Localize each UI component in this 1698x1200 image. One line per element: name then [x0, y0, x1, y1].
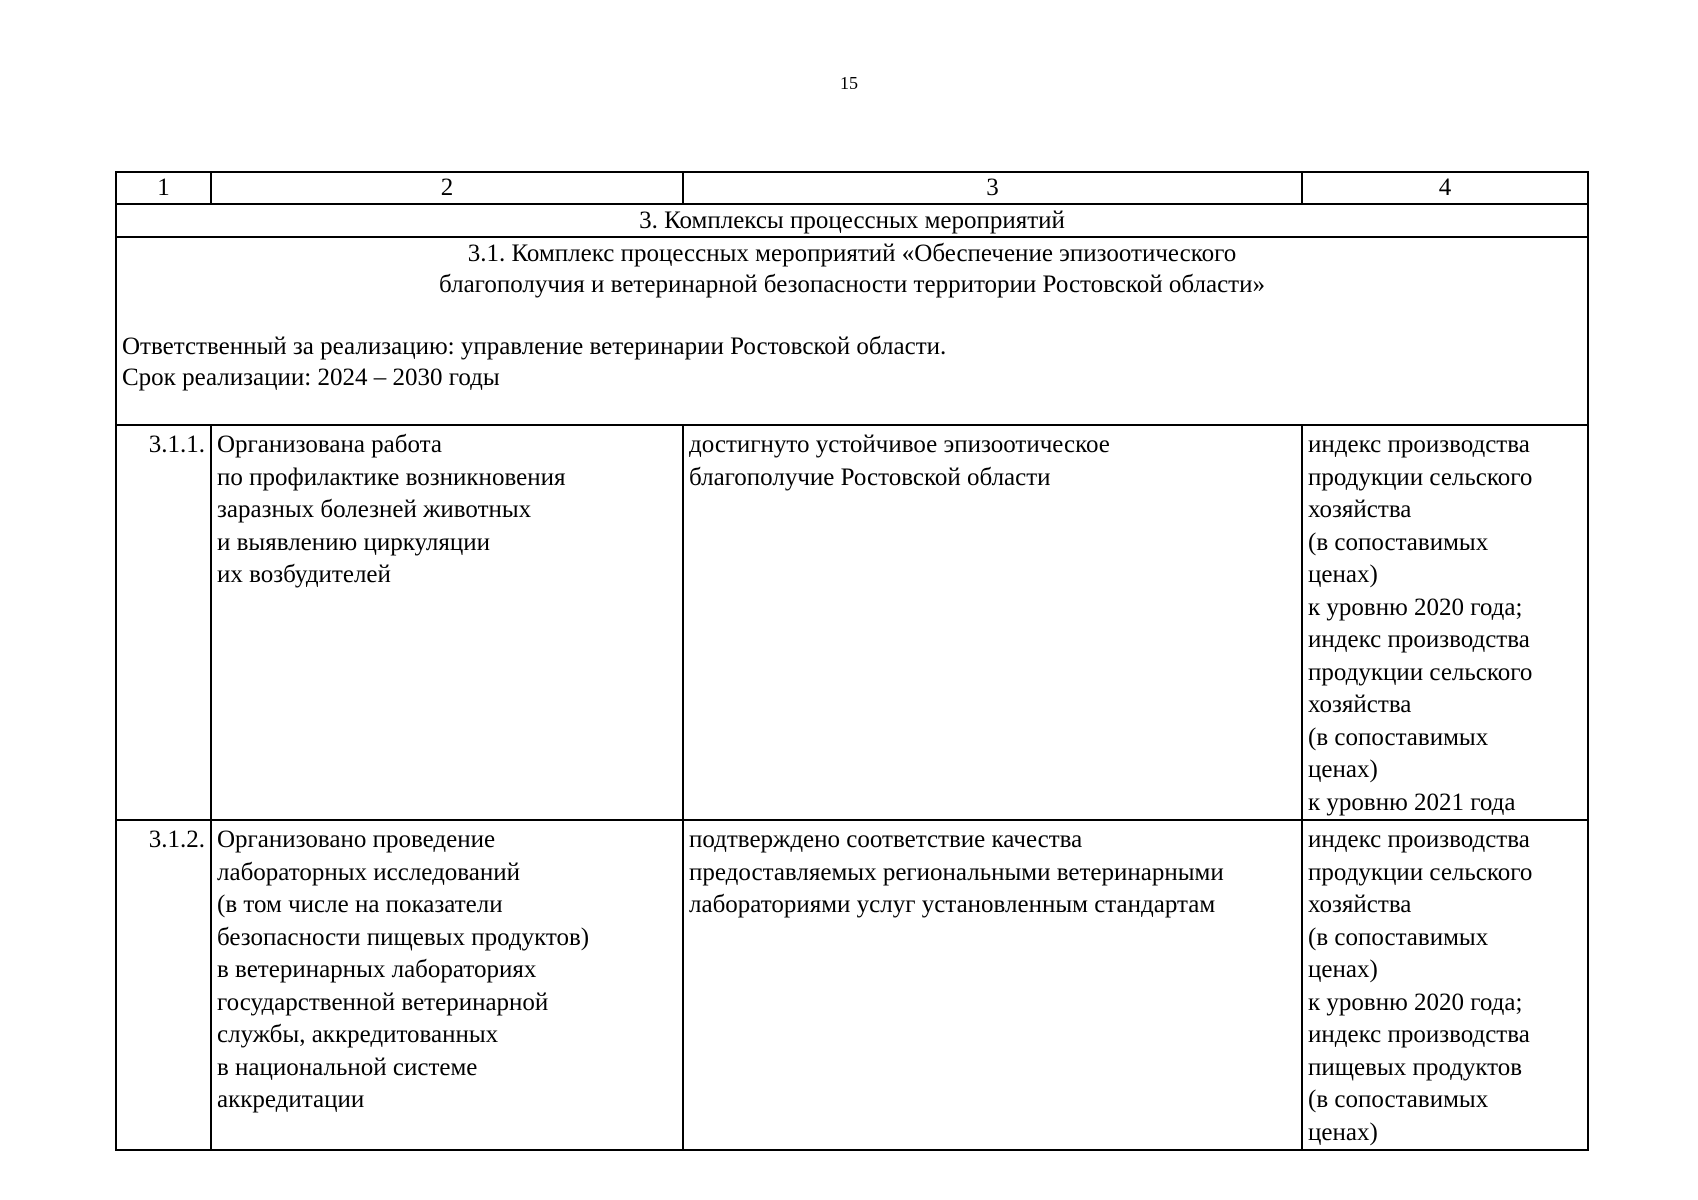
task-cell [211, 820, 683, 1150]
result-line: достигнуто устойчивое эпизоотическое [689, 431, 1110, 458]
indicator-line: (в сопоставимых [1308, 923, 1489, 951]
table-row [116, 425, 1588, 820]
subsection-title-line: благополучия и ветеринарной безопасности территории Ростовской области» [439, 271, 1265, 298]
indicator-line: ценах) [1308, 756, 1378, 783]
result-cell [683, 425, 1302, 820]
subsection-title [122, 238, 1582, 300]
indicator-line: индекс производства [1308, 1021, 1530, 1048]
task-line: государственной ветеринарной [217, 988, 549, 1016]
indicator-line: продукции сельского [1308, 858, 1533, 886]
subsection-title-line: 3.1. Комплекс процессных мероприятий «Обеспечение эпизоотического [467, 240, 1237, 267]
indicator-line: индекс производства [1308, 826, 1530, 853]
result-line: предоставляемых региональными ветеринарными [689, 858, 1224, 886]
task-line: службы, аккредитованных [217, 1021, 499, 1048]
task-line: аккредитации [217, 1086, 365, 1113]
column-number-1: 1 [116, 172, 211, 204]
result-line: лабораториями услуг установленным стандартам [689, 891, 1216, 918]
indicator-line: индекс производства [1308, 626, 1530, 653]
indicator-line: (в сопоставимых [1308, 1086, 1489, 1113]
indicator-cell [1302, 425, 1588, 820]
task-line: их возбудителей [217, 561, 391, 588]
page-number: 15 [840, 73, 858, 93]
indicator-line: ценах) [1308, 1118, 1378, 1146]
task-line: Организована работа [217, 431, 442, 458]
result-cell [683, 820, 1302, 1150]
indicator-line: пищевых продуктов [1308, 1053, 1523, 1081]
indicator-line: хозяйства [1308, 496, 1412, 523]
column-number-row [116, 172, 1588, 204]
section-row [116, 204, 1588, 237]
indicator-line: к уровню 2021 года [1308, 788, 1516, 816]
column-number-3: 3 [683, 172, 1302, 204]
subsection-row [116, 237, 1588, 425]
indicator-line: хозяйства [1308, 891, 1412, 918]
result-line: подтверждено соответствие качества [689, 826, 1083, 853]
task-line: заразных болезней животных [217, 496, 532, 523]
column-number-2: 2 [211, 172, 683, 204]
activities-table [115, 171, 1589, 1151]
task-line: и выявлению циркуляции [217, 528, 491, 556]
indicator-line: ценах) [1308, 561, 1378, 588]
indicator-line: индекс производства [1308, 431, 1530, 458]
indicator-line: (в сопоставимых [1308, 528, 1489, 556]
task-line: по профилактике возникновения [217, 463, 566, 491]
task-line: в национальной системе [217, 1053, 478, 1081]
indicator-line: ценах) [1308, 956, 1378, 983]
task-line: (в том числе на показатели [217, 891, 503, 918]
period-text: Срок реализации: 2024 – 2030 годы [122, 364, 500, 391]
table-row [116, 820, 1588, 1150]
indicator-line: к уровню 2020 года; [1308, 593, 1523, 621]
indicator-line: к уровню 2020 года; [1308, 988, 1523, 1016]
subsection-cell [116, 237, 1588, 425]
column-number-4: 4 [1302, 172, 1588, 204]
row-number: 3.1.1. [116, 425, 211, 820]
section-title: 3. Комплексы процессных мероприятий [116, 204, 1588, 237]
indicator-line: продукции сельского [1308, 658, 1533, 686]
result-line: благополучие Ростовской области [689, 463, 1051, 491]
task-line: Организовано проведение [217, 826, 496, 853]
task-line: безопасности пищевых продуктов) [217, 923, 590, 951]
indicator-line: продукции сельского [1308, 463, 1533, 491]
task-line: в ветеринарных лабораториях [217, 956, 537, 983]
task-cell [211, 425, 683, 820]
indicator-line: (в сопоставимых [1308, 723, 1489, 751]
indicator-line: хозяйства [1308, 691, 1412, 718]
row-number: 3.1.2. [116, 820, 211, 1150]
task-line: лабораторных исследований [217, 858, 521, 886]
indicator-cell [1302, 820, 1588, 1150]
subsection-info [122, 331, 1582, 393]
responsible-text: Ответственный за реализацию: управление ветеринарии Ростовской области. [122, 333, 947, 360]
